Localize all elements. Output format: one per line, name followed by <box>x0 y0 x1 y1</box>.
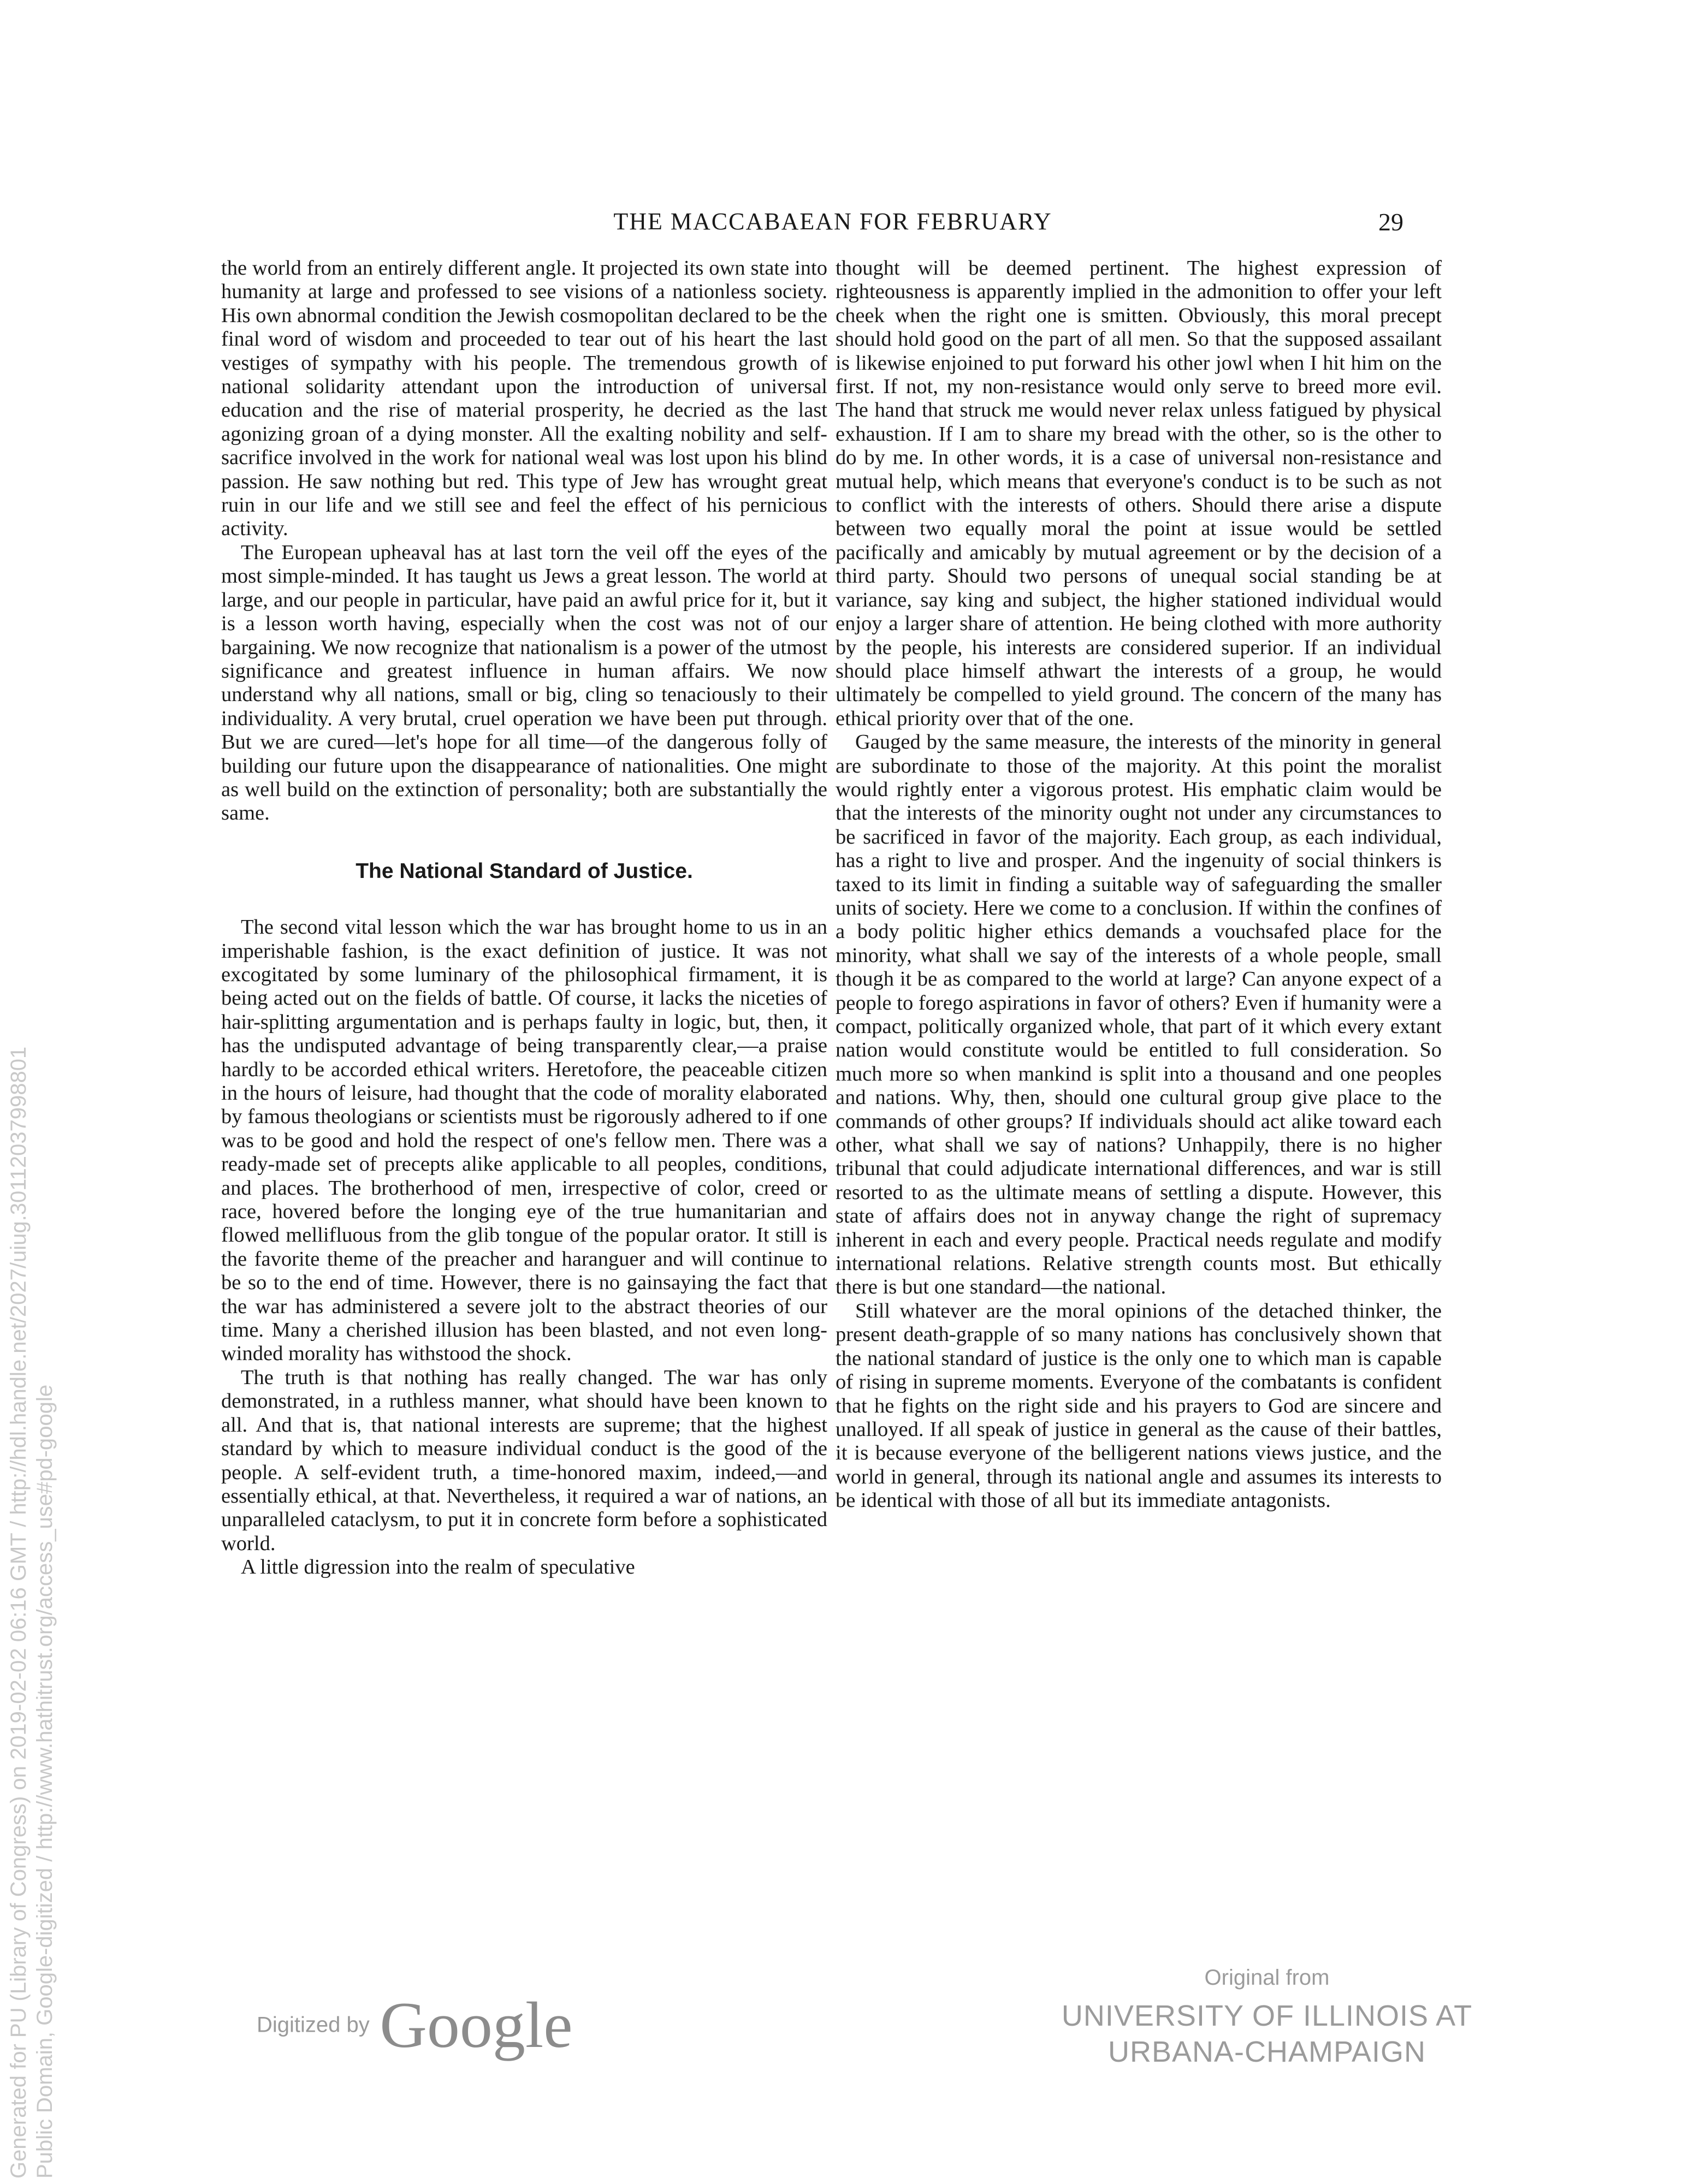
paragraph: thought will be deemed pertinent. The highest expression of righteousness is apparently implied in the admonition to offer your left cheek when the right one is smitten. Obviously, this moral precept should hold good on the part of all men. So that the supposed assailant is likewise enjoined to put forward his other jowl when I hit him on the first. If not, my non-resistance would only serve to breed more evil. The hand that struck me would never relax unless fatigued by physical exhaustion. If I am to share my bread with the other, so is the other to do by me. In other words, it is a case of universal non-resistance and mutual help, which means that everyone's conduct is to be such as not to conflict with the interests of others. Should there arise a dispute between two equally moral the point at issue would be settled pacifically and amicably by mutual agreement or by the decision of a third party. Should two persons of unequal social standing be at variance, say king and subject, the higher stationed individual would enjoy a larger share of attention. He being clothed with more authority by the people, his interests are considered superior. If an individual should place himself athwart the interests of a group, he would ultimately be compelled to yield ground. The concern of the many has ethical priority over that of the one. <box>836 257 1442 730</box>
digitized-by-label: Digitized by <box>257 2013 370 2037</box>
right-column <box>836 257 1442 1513</box>
running-title: THE MACCABAEAN FOR FEBRUARY <box>613 208 1052 235</box>
paragraph: the world from an entirely different angle. It projected its own state into humanity at large and professed to see visions of a nationless society. His own abnormal condition the Jewish cosmopolitan declared to be the final word of wisdom and proceeded to tear out of his heart the last vestiges of sympathy with his people. The tremendous growth of national solidarity attendant upon the introduction of universal education and the rise of material prosperity, he decried as the last agonizing groan of a dying monster. All the exalting nobility and self-sacrifice involved in the work for national weal was lost upon his blind passion. He saw nothing but red. This type of Jew has wrought great ruin in our life and we still see and feel the effect of his pernicious activity. <box>221 257 827 541</box>
institution-line: UNIVERSITY OF ILLINOIS AT <box>1061 1999 1473 2032</box>
watermark-line: Public Domain, Google-digitized / http://www.hathitrust.org/access_use#pd-google <box>33 1384 57 2179</box>
google-logo: Google <box>380 1989 573 2061</box>
paragraph: Gauged by the same measure, the interests of the minority in general are subordinate to those of the majority. At this point the moralist would rightly enter a vigorous protest. His emphatic claim would be that the interests of the minority ought not under any circumstances to be sacrificed in favor of the majority. Each group, as each individual, has a right to live and prosper. And the ingenuity of social thinkers is taxed to its limit in finding a suitable way of safeguarding the smaller units of society. Here we come to a conclusion. If within the confines of a body politic higher ethics demands a vouchsafed place for the minority, what shall we say of the interests of a whole people, small though it be as compared to the world at large? Can anyone expect of a people to forego aspirations in favor of others? Even if humanity were a compact, politically organized whole, that part of it which every extant nation would constitute would be entitled to full consideration. So much more so when mankind is split into a thousand and one peoples and nations. Why, then, should one cultural group give place to the commands of other groups? If individuals should act alike toward each other, what shall we say of nations? Unhappily, there is no higher tribunal that could adjudicate international differences, and war is still resorted to as the ultimate means of settling a dispute. However, this state of affairs does not in anyway change the right of supremacy inherent in each and every people. Practical needs regulate and modify international relations. Relative strength counts most. But ethically there is but one standard—the national. <box>836 731 1442 1299</box>
paragraph: Still whatever are the moral opinions of the detached thinker, the present death-grapple of so many nations has conclusively shown that the national standard of justice is the only one to which man is capable of rising in supreme moments. Everyone of the combatants is confident that he fights on the right side and his prayers to God are sincere and unalloyed. If all speak of justice in general as the cause of their battles, it is because everyone of the belligerent nations views justice, and the world in general, through its national angle and assumes its interests to be identical with those of all but its immediate antagonists. <box>836 1299 1442 1512</box>
hathitrust-side-watermark <box>5 1047 58 2179</box>
paragraph: The European upheaval has at last torn the veil off the eyes of the most simple-minded. It has taught us Jews a great lesson. The world at large, and our people in particular, have paid an awful price for it, but it is a lesson worth having, especially when the cost was not of our bargaining. We now recognize that nationalism is a power of the utmost significance and greatest influence in human affairs. We now understand why all nations, small or big, cling so tenaciously to their individuality. A very brutal, cruel operation we have been put through. But we are cured—let's hope for all time—of the dangerous folly of building our future upon the disappearance of nationalities. One might as well build on the extinction of personality; both are substantially the same. <box>221 541 827 825</box>
original-from-label: Original from <box>1204 1966 1330 1990</box>
original-from-stamp <box>1049 1966 1485 2070</box>
digitized-by-google <box>257 1987 572 2063</box>
left-column <box>221 257 827 1580</box>
paragraph: The truth is that nothing has really changed. The war has only demonstrated, in a ruthless manner, what should have been known to all. And that is, that national interests are supreme; that the highest standard by which to measure individual conduct is the good of the people. A self-evident truth, a time-honored maxim, indeed,—and essentially ethical, at that. Nevertheless, it required a war of nations, an unparalleled cataclysm, to put it in concrete form before a sophisticated world. <box>221 1366 827 1555</box>
watermark-line: Generated for PU (Library of Congress) on 2019-02-02 06:16 GMT / http://hdl.handle.net/2027/uiug.30112037998801 <box>7 1046 31 2179</box>
paragraph: The second vital lesson which the war has brought home to us in an imperishable fashion, is the exact definition of justice. It was not excogitated by some luminary of the philosophical firmament, it is being acted out on the fields of battle. Of course, it lacks the niceties of hair-splitting argumentation and is perhaps faulty in logic, but, then, it has the undisputed advantage of being transparently clear,—a praise hardly to be accorded ethical writers. Heretofore, the peaceable citizen in the hours of leisure, had thought that the code of morality elaborated by famous theologians or scientists must be rigorously adhered to if one was to be good and hold the respect of one's fellow men. There was a ready-made set of precepts alike applicable to all peoples, conditions, and places. The brotherhood of men, irrespective of color, creed or race, hovered before the longing eye of the true humanitarian and flowed mellifluous from the glib tongue of the popular orator. It still is the favorite theme of the preacher and haranguer and will continue to be so to the end of time. However, there is no gainsaying the fact that the war has administered a severe jolt to the abstract theories of our time. Many a cherished illusion has been blasted, and not even long-winded morality has withstood the shock. <box>221 916 827 1366</box>
section-heading: The National Standard of Justice. <box>356 859 693 883</box>
page-number: 29 <box>1378 208 1403 236</box>
institution-line: URBANA-CHAMPAIGN <box>1107 2035 1426 2068</box>
paragraph: A little digression into the realm of speculative <box>241 1556 635 1579</box>
